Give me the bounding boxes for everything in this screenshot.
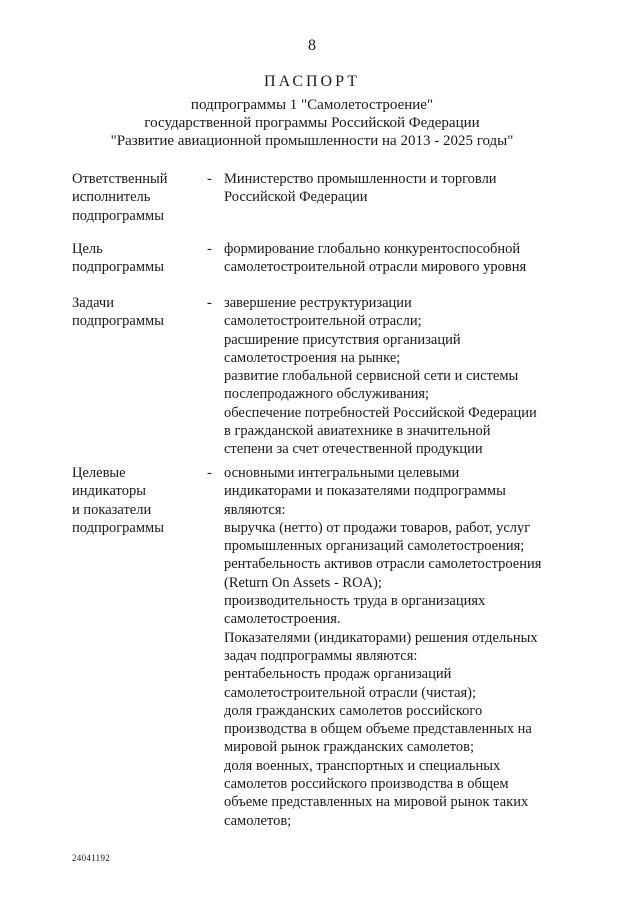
row-dash: - bbox=[207, 241, 212, 257]
document-id: 24041192 bbox=[72, 853, 111, 863]
row-label bbox=[72, 294, 202, 331]
value-line: самолетостроения на рынке; bbox=[224, 349, 401, 366]
row-dash: - bbox=[207, 295, 212, 311]
row-value bbox=[224, 240, 584, 277]
value-line: (Return On Assets - ROA); bbox=[224, 574, 382, 591]
value-line: индикаторами и показателями подпрограммы bbox=[224, 483, 506, 500]
value-line: самолетов; bbox=[224, 812, 292, 829]
label-line: подпрограммы bbox=[72, 259, 164, 276]
value-line: задач подпрограммы являются: bbox=[224, 647, 418, 664]
label-line: Задачи bbox=[72, 295, 114, 311]
value-line: степени за счет отечественной продукции bbox=[224, 441, 483, 458]
row-label bbox=[72, 170, 202, 225]
value-line: формирование глобально конкурентоспособной bbox=[224, 241, 521, 257]
page-number: 8 bbox=[308, 37, 316, 54]
value-line: в гражданской авиатехнике в значительной bbox=[224, 423, 491, 440]
value-line: доля гражданских самолетов российского bbox=[224, 702, 483, 719]
value-line: самолетостроительной отрасли; bbox=[224, 313, 422, 330]
label-line: Целевые bbox=[72, 465, 126, 481]
row-dash: - bbox=[207, 171, 212, 187]
subtitle-line: государственной программы Российской Федерации bbox=[144, 115, 480, 131]
value-line: развитие глобальной сервисной сети и системы bbox=[224, 368, 519, 385]
subtitle-line: "Развитие авиационной промышленности на 2013 - 2025 годы" bbox=[110, 133, 514, 149]
row-label bbox=[72, 464, 202, 537]
value-line: рентабельность активов отрасли самолетостроения bbox=[224, 556, 542, 573]
value-line: доля военных, транспортных и специальных bbox=[224, 757, 501, 774]
label-line: подпрограммы bbox=[72, 519, 164, 536]
label-line: подпрограммы bbox=[72, 207, 164, 224]
value-line: рентабельность продаж организаций bbox=[224, 666, 452, 683]
label-line: индикаторы bbox=[72, 483, 146, 500]
value-line: завершение реструктуризации bbox=[224, 295, 412, 311]
row-value bbox=[224, 170, 584, 207]
value-line: самолетостроительной отрасли (чистая); bbox=[224, 684, 477, 701]
value-line: основными интегральными целевыми bbox=[224, 465, 460, 481]
value-line: являются: bbox=[224, 501, 286, 518]
value-line: выручка (нетто) от продажи товаров, работ, услуг bbox=[224, 519, 531, 536]
row-value bbox=[224, 294, 584, 459]
label-line: исполнитель bbox=[72, 189, 151, 206]
document-subtitle bbox=[0, 96, 624, 150]
value-line: самолетостроительной отрасли мирового уровня bbox=[224, 259, 527, 276]
value-line: самолетостроения. bbox=[224, 611, 341, 628]
subtitle-line: подпрограммы 1 "Самолетостроение" bbox=[190, 97, 434, 113]
value-line: Показателями (индикаторами) решения отдельных bbox=[224, 629, 538, 646]
row-value bbox=[224, 464, 584, 830]
label-line: подпрограммы bbox=[72, 313, 164, 330]
value-line: послепродажного обслуживания; bbox=[224, 386, 430, 403]
row-label bbox=[72, 240, 202, 277]
value-line: расширение присутствия организаций bbox=[224, 331, 461, 348]
value-line: Министерство промышленности и торговли bbox=[224, 171, 497, 187]
value-line: промышленных организаций самолетостроения; bbox=[224, 538, 525, 555]
value-line: объеме представленных на мировой рынок таких bbox=[224, 794, 529, 811]
document-title: ПАСПОРТ bbox=[264, 73, 360, 90]
row-dash: - bbox=[207, 465, 212, 481]
value-line: мировой рынок гражданских самолетов; bbox=[224, 739, 475, 756]
value-line: Российской Федерации bbox=[224, 189, 368, 206]
label-line: Цель bbox=[72, 241, 103, 257]
label-line: Ответственный bbox=[72, 171, 168, 187]
label-line: и показатели bbox=[72, 501, 152, 518]
value-line: производства в общем объеме представленных на bbox=[224, 721, 532, 738]
value-line: производительность труда в организациях bbox=[224, 593, 486, 610]
value-line: самолетов российского производства в общем bbox=[224, 776, 509, 793]
value-line: обеспечение потребностей Российской Федерации bbox=[224, 404, 537, 421]
